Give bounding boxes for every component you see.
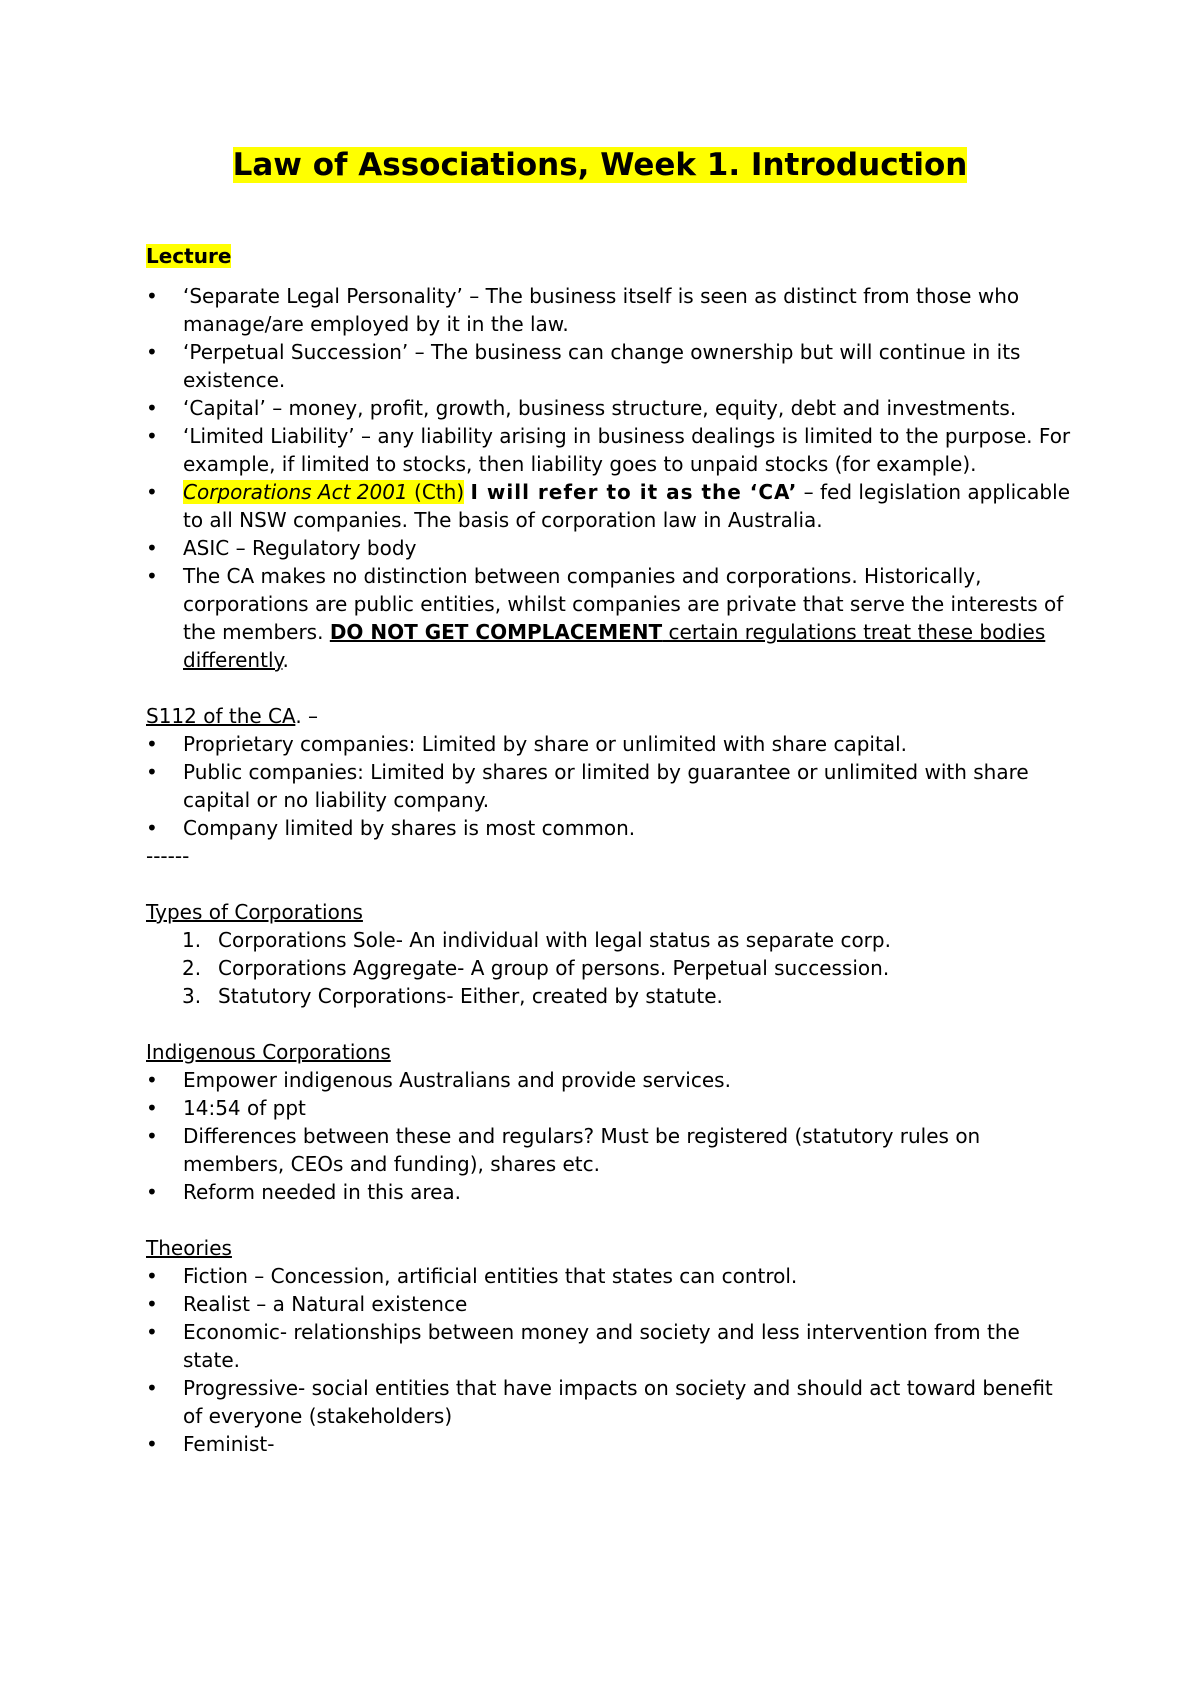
item-text: Corporations Sole- An individual with legal status as separate corp.	[218, 928, 891, 952]
list-item: • ‘Separate Legal Personality’ – The business itself is seen as distinct from those who manage/are employed by it in the law.	[146, 282, 1076, 338]
warning-bold: DO NOT GET COMPLACEMENT	[329, 620, 663, 644]
list-item-distinction	[146, 562, 1076, 674]
list-item: • Reform needed in this area.	[146, 1178, 1076, 1206]
list-item: • Fiction – Concession, artificial entities that states can control.	[146, 1262, 1076, 1290]
act-name: Corporations Act 2001	[183, 480, 408, 504]
ca-rest-text: – fed legislation applicable to all NSW companies. The basis of corporation law in Australia.	[183, 480, 1070, 532]
item-text: Corporations Aggregate- A group of persons. Perpetual succession.	[218, 956, 890, 980]
list-item: • Public companies: Limited by shares or limited by guarantee or unlimited with share capital or no liability company.	[146, 758, 1076, 814]
spacer	[146, 1010, 1076, 1038]
list-item: • ‘Perpetual Succession’ – The business can change ownership but will continue in its existence.	[146, 338, 1076, 394]
item-text: Statutory Corporations- Either, created by statute.	[218, 984, 723, 1008]
indigenous-heading: Indigenous Corporations	[146, 1040, 391, 1064]
list-item: • Proprietary companies: Limited by share or unlimited with share capital.	[146, 730, 1076, 758]
s112-link: S112 of the CA	[146, 704, 296, 728]
distinction-end: .	[282, 648, 289, 672]
theories-list	[146, 1262, 1076, 1458]
list-item: • ASIC – Regulatory body	[146, 534, 1076, 562]
s112-heading	[146, 702, 1076, 730]
lecture-heading-text: Lecture	[146, 244, 232, 268]
list-item: • Empower indigenous Australians and provide services.	[146, 1066, 1076, 1094]
list-item	[182, 982, 1076, 1010]
item-number: 3.	[182, 984, 202, 1008]
list-item	[182, 926, 1076, 954]
act-jurisdiction: (Cth)	[407, 480, 465, 504]
spacer	[146, 1206, 1076, 1234]
ca-refer-text: I will refer to it as the ‘CA’	[470, 480, 798, 504]
list-item: • ‘Limited Liability’ – any liability arising in business dealings is limited to the purpose. For example, if limited to stocks, then liability goes to unpaid stocks (for example).	[146, 422, 1076, 478]
item-number: 2.	[182, 956, 202, 980]
spacer	[146, 674, 1076, 702]
s112-suffix: . –	[295, 704, 319, 728]
theories-heading: Theories	[146, 1236, 232, 1260]
title-text: Law of Associations, Week 1. Introduction	[232, 147, 968, 183]
lecture-heading	[146, 242, 1076, 270]
list-item: • Economic- relationships between money and society and less intervention from the state.	[146, 1318, 1076, 1374]
list-item: • Progressive- social entities that have impacts on society and should act toward benefit of everyone (stakeholders)	[146, 1374, 1076, 1430]
distinction-text: The CA makes no distinction between companies and corporations. Historically, corporations are public entities, whilst companies are private that serve the interests of the members.	[183, 564, 1064, 644]
types-heading: Types of Corporations	[146, 900, 363, 924]
warning-rest: certain regulations treat these bodies differently	[183, 620, 1046, 672]
list-item: • Company limited by shares is most common.	[146, 814, 1076, 842]
list-item: • Feminist-	[146, 1430, 1076, 1458]
list-item: • Realist – a Natural existence	[146, 1290, 1076, 1318]
list-item: • ‘Capital’ – money, profit, growth, business structure, equity, debt and investments.	[146, 394, 1076, 422]
list-item: • Differences between these and regulars? Must be registered (statutory rules on members, CEOs and funding), shares etc.	[146, 1122, 1076, 1178]
s112-list	[146, 730, 1076, 842]
item-number: 1.	[182, 928, 202, 952]
list-item	[182, 954, 1076, 982]
document-body	[146, 242, 1076, 1458]
document-title	[0, 144, 1200, 186]
divider-text: ------	[146, 844, 190, 868]
list-item-ca	[146, 478, 1076, 534]
lecture-list	[146, 282, 1076, 674]
spacer	[146, 870, 1076, 898]
types-list	[146, 926, 1076, 1010]
indigenous-list	[146, 1066, 1076, 1206]
list-item: • 14:54 of ppt	[146, 1094, 1076, 1122]
